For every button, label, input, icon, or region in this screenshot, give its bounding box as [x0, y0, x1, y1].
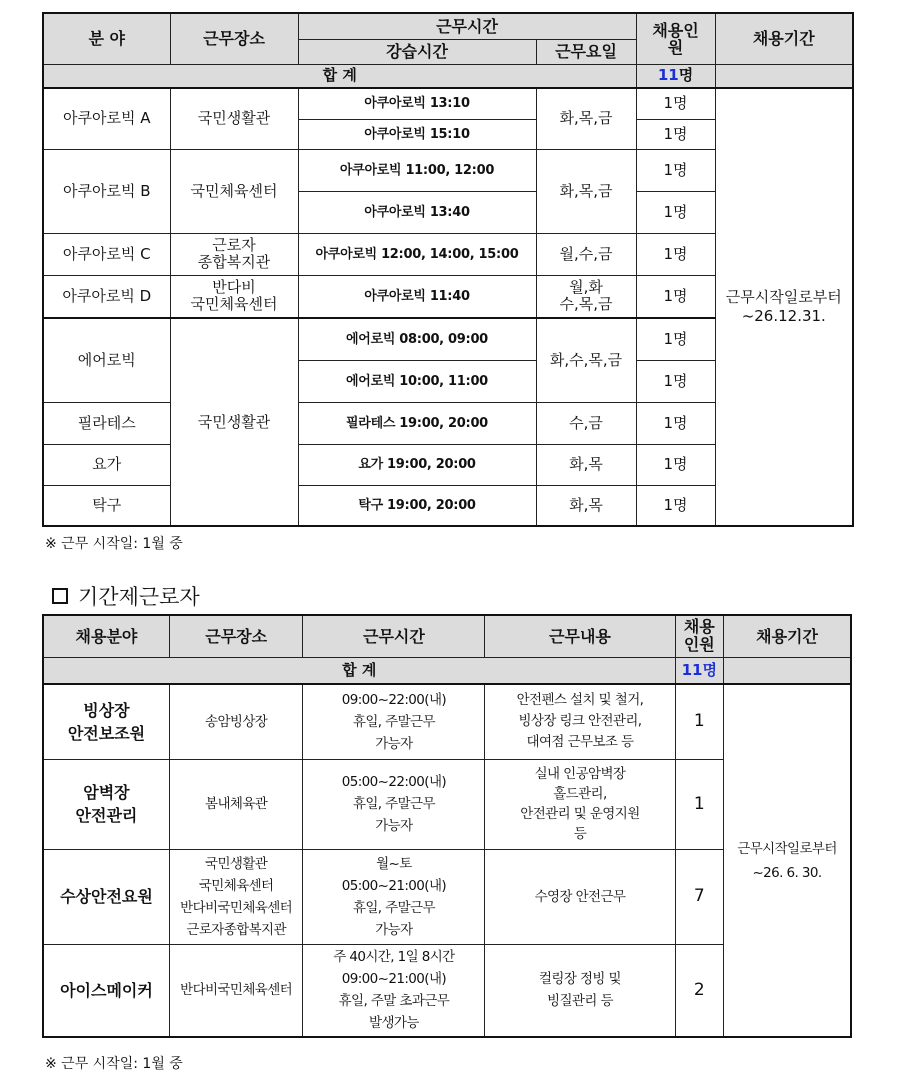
row-field: 수상안전요원: [43, 849, 169, 944]
row-class-time: 아쿠아로빅 15:10: [298, 119, 536, 149]
row-count: 1명: [636, 444, 715, 485]
row-count: 1명: [636, 119, 715, 149]
row-days: 화,목: [536, 444, 636, 485]
row-class-time: 에어로빅 08:00, 09:00: [298, 318, 536, 360]
row-count: 1명: [636, 485, 715, 526]
row-count: 1명: [636, 275, 715, 318]
row-class-time: 아쿠아로빅 11:40: [298, 275, 536, 318]
header-class-time: 강습시간: [298, 39, 536, 64]
row-place: 국민생활관: [170, 318, 298, 526]
header-work-time: 근무시간: [298, 13, 636, 39]
total-period-empty: [724, 657, 851, 684]
row-count: 1명: [636, 318, 715, 360]
header-field: 분 야: [43, 13, 170, 64]
row-days: 화,수,목,금: [536, 318, 636, 402]
header-place: 근무장소: [170, 13, 298, 64]
checkbox-square-icon: [52, 588, 68, 604]
row-days: 화,목,금: [536, 149, 636, 233]
row-days: 화,목,금: [536, 88, 636, 149]
header-period: 채용기간: [715, 13, 853, 64]
row-class-time: 아쿠아로빅 13:10: [298, 88, 536, 119]
header-work-days: 근무요일: [536, 39, 636, 64]
row-field: 아이스메이커: [43, 944, 169, 1037]
row-count: 1명: [636, 360, 715, 402]
row-count: 1명: [636, 402, 715, 444]
row-field: 아쿠아로빅 C: [43, 233, 170, 275]
row-field: 필라테스: [43, 402, 170, 444]
row-count: 1: [675, 759, 724, 849]
header-count: 채용 인원: [675, 615, 724, 657]
total-count: 11명: [675, 657, 724, 684]
row-count: 1명: [636, 88, 715, 119]
row-time: 주 40시간, 1일 8시간 09:00~21:00(내) 휴일, 주말 초과근무 발생가능: [303, 944, 485, 1037]
row-count: 7: [675, 849, 724, 944]
header-field: 채용분야: [43, 615, 169, 657]
header-work-time: 근무시간: [303, 615, 485, 657]
period-cell: 근무시작일로부터 ~26. 6. 30.: [724, 684, 851, 1037]
header-count: 채용인 원: [636, 13, 715, 64]
section-heading-text: 기간제근로자: [78, 585, 200, 609]
row-days: 수,금: [536, 402, 636, 444]
row-place: 송암빙상장: [169, 684, 302, 759]
row-count: 1: [675, 684, 724, 759]
total-count: 11명: [636, 64, 715, 88]
row-content: 실내 인공암벽장 홀드관리, 안전관리 및 운영지원 등: [485, 759, 675, 849]
row-time: 05:00~22:00(내) 휴일, 주말근무 가능자: [303, 759, 485, 849]
row-place: 국민체육센터: [170, 149, 298, 233]
row-time: 09:00~22:00(내) 휴일, 주말근무 가능자: [303, 684, 485, 759]
instructor-table: [42, 12, 854, 527]
row-class-time: 아쿠아로빅 13:40: [298, 191, 536, 233]
row-count: 1명: [636, 191, 715, 233]
row-place: 국민생활관 국민체육센터 반다비국민체육센터 근로자종합복지관: [169, 849, 302, 944]
row-field: 아쿠아로빅 D: [43, 275, 170, 318]
row-class-time: 요가 19:00, 20:00: [298, 444, 536, 485]
header-place: 근무장소: [169, 615, 302, 657]
period-cell: 근무시작일로부터 ~26.12.31.: [715, 88, 853, 526]
row-place: 봄내체육관: [169, 759, 302, 849]
row-class-time: 아쿠아로빅 12:00, 14:00, 15:00: [298, 233, 536, 275]
total-period-empty: [715, 64, 853, 88]
row-place: 국민생활관: [170, 88, 298, 149]
row-field: 암벽장 안전관리: [43, 759, 169, 849]
row-days: 화,목: [536, 485, 636, 526]
temporary-worker-table: [42, 614, 852, 1038]
total-label: 합 계: [43, 657, 675, 684]
row-place: 반다비 국민체육센터: [170, 275, 298, 318]
row-place: 반다비국민체육센터: [169, 944, 302, 1037]
row-class-time: 아쿠아로빅 11:00, 12:00: [298, 149, 536, 191]
row-content: 컬링장 정빙 및 빙질관리 등: [485, 944, 675, 1037]
header-period: 채용기간: [724, 615, 851, 657]
row-time: 월~토 05:00~21:00(내) 휴일, 주말근무 가능자: [303, 849, 485, 944]
header-content: 근무내용: [485, 615, 675, 657]
row-place: 근로자 종합복지관: [170, 233, 298, 275]
row-class-time: 에어로빅 10:00, 11:00: [298, 360, 536, 402]
row-field: 탁구: [43, 485, 170, 526]
section-heading: [52, 581, 200, 611]
row-content: 수영장 안전근무: [485, 849, 675, 944]
row-field: 아쿠아로빅 B: [43, 149, 170, 233]
row-field: 에어로빅: [43, 318, 170, 402]
row-field: 요가: [43, 444, 170, 485]
note-start-date-2: ※ 근무 시작일: 1월 중: [45, 1056, 183, 1072]
row-count: 2: [675, 944, 724, 1037]
row-count: 1명: [636, 233, 715, 275]
row-content: 안전펜스 설치 및 철거, 빙상장 링크 안전관리, 대여점 근무보조 등: [485, 684, 675, 759]
row-field: 빙상장 안전보조원: [43, 684, 169, 759]
row-field: 아쿠아로빅 A: [43, 88, 170, 149]
total-label: 합 계: [43, 64, 636, 88]
row-count: 1명: [636, 149, 715, 191]
row-class-time: 탁구 19:00, 20:00: [298, 485, 536, 526]
note-start-date: ※ 근무 시작일: 1월 중: [45, 536, 183, 552]
row-class-time: 필라테스 19:00, 20:00: [298, 402, 536, 444]
row-days: 월,수,금: [536, 233, 636, 275]
row-days: 월,화 수,목,금: [536, 275, 636, 318]
